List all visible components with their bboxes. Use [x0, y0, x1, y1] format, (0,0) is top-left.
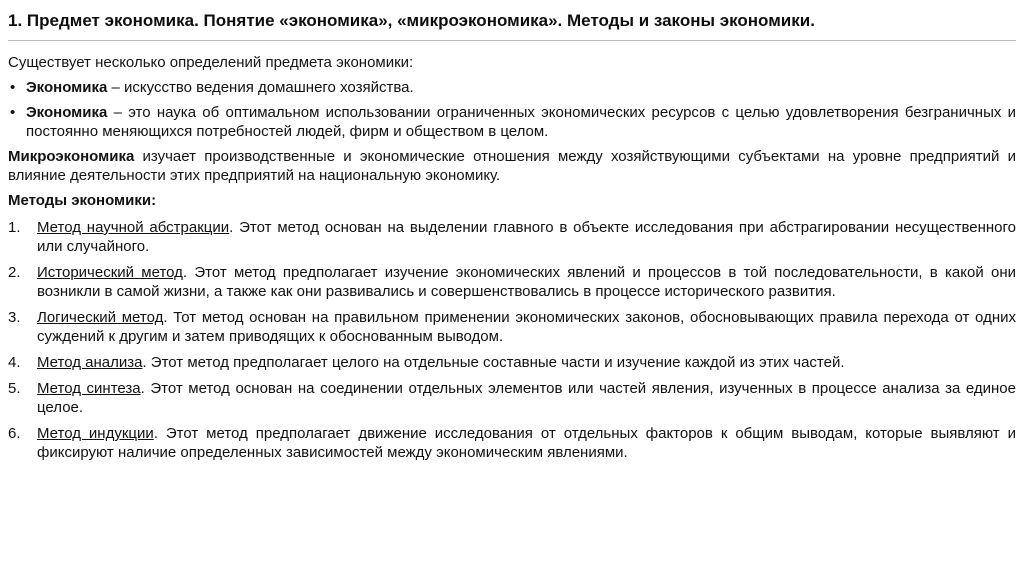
item-number: 6.	[8, 425, 21, 442]
bullet-marker: •	[10, 104, 16, 121]
bullet-marker: •	[10, 79, 16, 96]
definition-term: Экономика	[26, 79, 108, 96]
definition-list	[8, 78, 1016, 141]
list-item	[8, 308, 1016, 346]
list-item	[8, 379, 1016, 417]
method-text: . Этот метод основан на соединении отдельных элементов или частей явления, изученных в процессе анализа за единое целое.	[37, 380, 1016, 416]
method-text: . Этот метод предполагает изучение экономических явлений и процессов в той последовательности, в какой они возникли в самой жизни, а также как они развивались и совершенствовались в процессе исторического развития.	[37, 264, 1016, 300]
title-divider	[8, 40, 1016, 41]
method-name: Метод анализа	[37, 354, 143, 371]
list-item	[8, 218, 1016, 256]
item-number: 3.	[8, 309, 21, 326]
intro-text: Существует несколько определений предмета экономики:	[8, 54, 414, 71]
micro-text: изучает производственные и экономические отношения между хозяйствующими субъектами на уровне предприятий и влияние деятельности этих предприятий на национальную экономику.	[8, 148, 1016, 184]
item-number: 2.	[8, 264, 21, 281]
item-number: 4.	[8, 354, 21, 371]
methods-heading: Методы экономики:	[8, 192, 157, 209]
definition-term: Экономика	[26, 104, 108, 121]
slide-title: 1. Предмет экономика. Понятие «экономика», «микроэкономика». Методы и законы экономики.	[8, 11, 815, 30]
method-name: Логический метод	[37, 309, 164, 326]
method-text: . Этот метод основан на выделении главного в объекте исследования при абстрагировании несущественного или случайного.	[37, 219, 1016, 255]
list-item	[8, 103, 1016, 141]
method-text: . Этот метод предполагает движение исследования от отдельных факторов к общим выводам, которые выявляют и фиксируют наличие определенных зависимостей между экономическим явлениями.	[37, 425, 1016, 461]
list-item	[8, 353, 1016, 372]
method-name: Метод индукции	[37, 425, 154, 442]
methods-list	[8, 218, 1016, 462]
method-name: Метод научной абстракции	[37, 219, 230, 236]
definition-text: – это наука об оптимальном использовании ограниченных экономических ресурсов с целью удовлетворения безграничных и постоянно меняющихся потребностей людей, фирм и обществом в целом.	[26, 104, 1016, 140]
method-name: Метод синтеза	[37, 380, 141, 397]
item-number: 1.	[8, 219, 21, 236]
definition-text: – искусство ведения домашнего хозяйства.	[107, 79, 414, 96]
micro-term: Микроэкономика	[8, 148, 135, 165]
list-item	[8, 263, 1016, 301]
list-item	[8, 424, 1016, 462]
method-name: Исторический метод	[37, 264, 183, 281]
method-text: . Тот метод основан на правильном применении экономических законов, обосновывающих правила перехода от одних суждений к другим и затем приводящих к обоснованным выводом.	[37, 309, 1016, 345]
method-text: . Этот метод предполагает целого на отдельные составные части и изучение каждой из этих частей.	[142, 354, 845, 371]
list-item	[8, 78, 1016, 97]
micro-paragraph	[8, 147, 1016, 185]
item-number: 5.	[8, 380, 21, 397]
